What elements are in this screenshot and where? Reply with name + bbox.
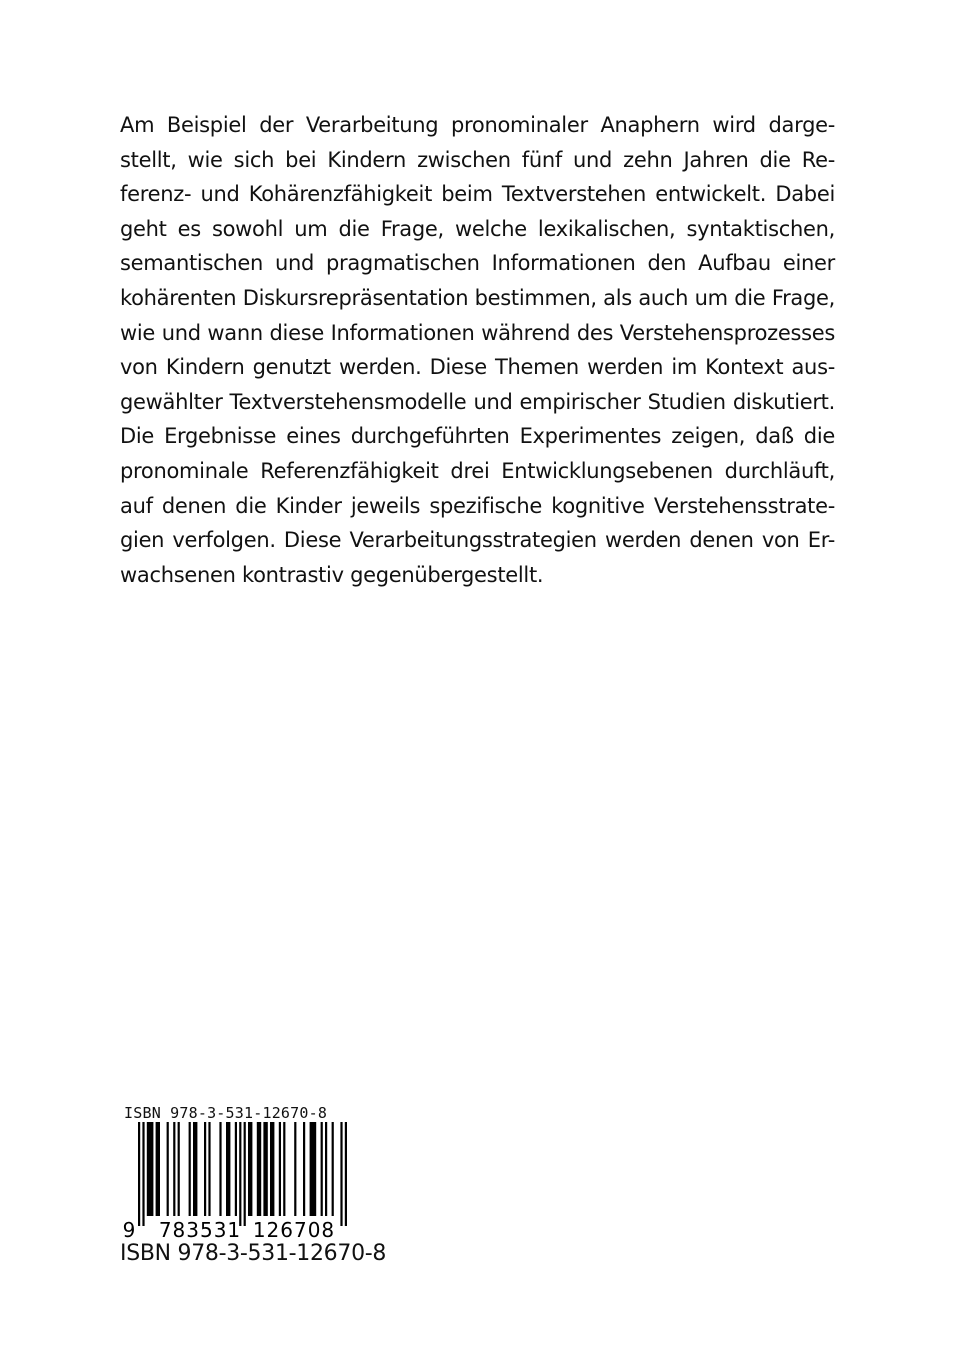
barcode-bar <box>167 1122 169 1216</box>
barcode-digit-lead: 9 <box>122 1218 136 1242</box>
barcode-bar <box>283 1122 285 1216</box>
barcode-bar <box>321 1122 323 1216</box>
barcode-digits-right: 126708 <box>252 1218 336 1242</box>
blurb-line: Die Ergebnisse eines durchgeführten Experimentes zeigen, daß die <box>120 424 835 449</box>
blurb-line: Am Beispiel der Verarbeitung pronominaler Anaphern wird darge- <box>120 113 835 137</box>
barcode-bar <box>340 1122 342 1226</box>
barcode-bar <box>310 1122 317 1216</box>
barcode-bar <box>332 1122 334 1216</box>
barcode-bar <box>219 1122 221 1216</box>
blurb-line: geht es sowohl um die Frage, welche lexikalischen, syntaktischen, <box>120 216 835 241</box>
barcode-bar <box>156 1122 160 1216</box>
barcode-bar <box>173 1122 175 1216</box>
blurb-line: auf denen die Kinder jeweils spezifische kognitive Verstehensstrate- <box>120 493 835 518</box>
blurb-line: wachsenen kontrastiv gegenübergestellt. <box>120 562 544 587</box>
barcode-bar <box>147 1122 154 1216</box>
blurb-line: pronominale Referenzfähigkeit drei Entwicklungsebenen durchläuft, <box>120 458 835 483</box>
barcode-digits-left: 783531 <box>158 1218 242 1242</box>
barcode-bars <box>138 1122 347 1226</box>
blurb-line: gien verfolgen. Diese Verarbeitungsstrategien werden denen von Er- <box>120 528 835 553</box>
barcode-bar <box>345 1122 347 1226</box>
barcode-bar <box>142 1122 144 1226</box>
barcode-bar <box>204 1122 206 1216</box>
blurb-line: gewählter Textverstehensmodelle und empirischer Studien diskutiert. <box>120 389 835 414</box>
barcode-bar <box>294 1122 296 1216</box>
barcode-bar <box>208 1122 210 1216</box>
isbn-label-bottom: ISBN 978-3-531-12670-8 <box>120 1241 387 1266</box>
barcode-bar <box>178 1122 180 1216</box>
barcode-bar <box>189 1122 191 1216</box>
blurb-line: kohärenten Diskursrepräsentation bestimmen, als auch um die Frage, <box>120 285 835 310</box>
barcode-bar <box>279 1122 281 1216</box>
blurb-line: von Kindern genutzt werden. Diese Themen werden im Kontext aus- <box>120 355 835 380</box>
barcode-bar <box>270 1122 274 1216</box>
barcode-bar <box>303 1122 305 1216</box>
barcode-bar <box>244 1122 246 1226</box>
barcode-bar <box>239 1122 241 1226</box>
barcode-bar <box>235 1122 237 1216</box>
barcode-bar <box>257 1122 261 1216</box>
isbn-label-top: ISBN 978-3-531-12670-8 <box>124 1104 328 1122</box>
ean13-barcode <box>124 1122 356 1240</box>
barcode-bar <box>248 1122 252 1216</box>
barcode-bar <box>325 1122 327 1216</box>
blurb-line: semantischen und pragmatischen Informationen den Aufbau einer <box>120 251 835 276</box>
blurb-line: wie und wann diese Informationen während des Verstehensprozesses <box>120 320 835 345</box>
blurb-line: stellt, wie sich bei Kindern zwischen fünf und zehn Jahren die Re- <box>120 147 835 172</box>
barcode-bar <box>226 1122 230 1216</box>
barcode-bar <box>138 1122 140 1226</box>
barcode-bar <box>263 1122 267 1216</box>
blurb-line: ferenz- und Kohärenzfähigkeit beim Textverstehen entwickelt. Dabei <box>120 182 835 207</box>
back-cover-blurb <box>120 108 835 592</box>
barcode-bar <box>193 1122 197 1216</box>
